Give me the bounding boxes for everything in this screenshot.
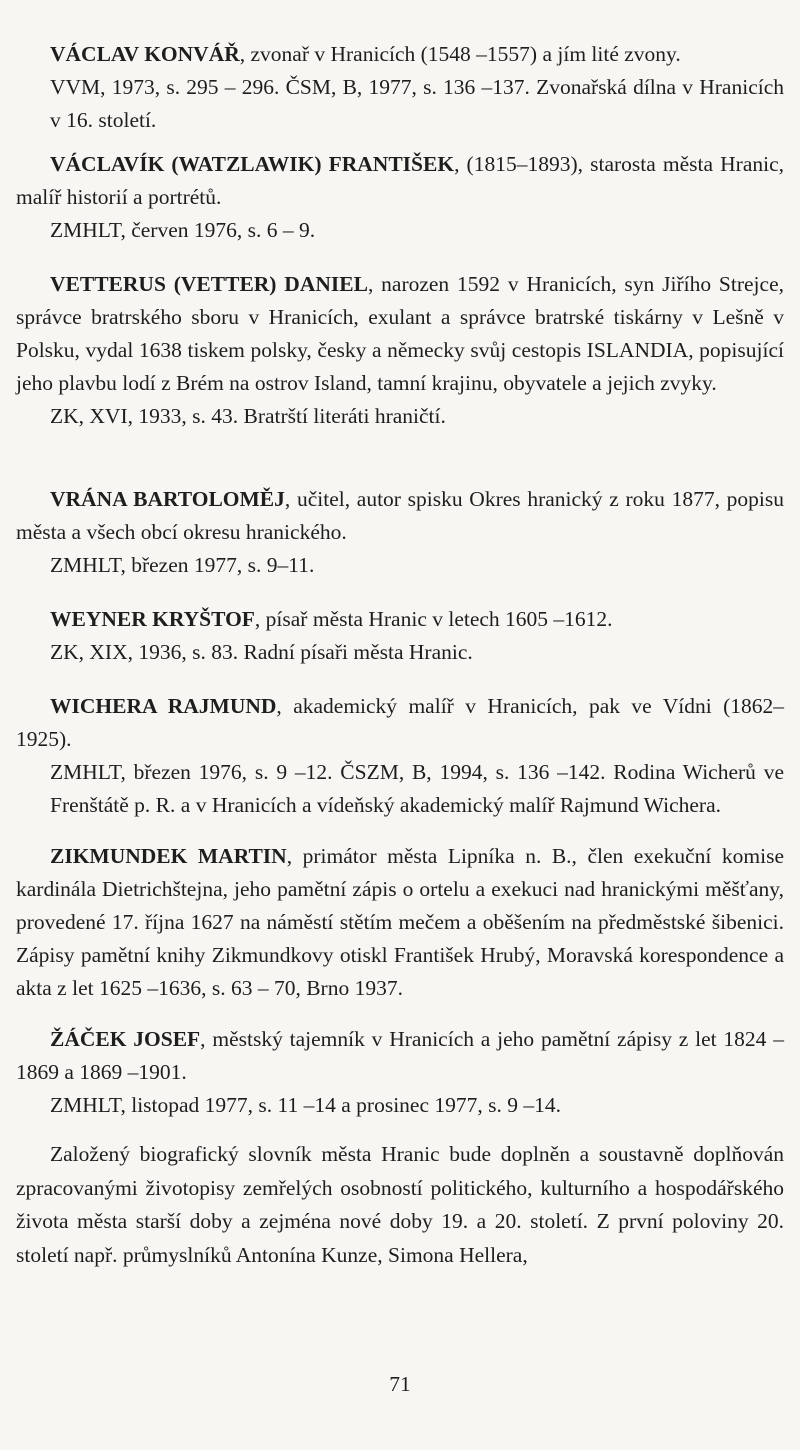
closing-paragraph: [16, 1138, 784, 1272]
entry-reference: ZMHLT, březen 1977, s. 9–11.: [50, 553, 315, 577]
entry-description: , zvonař v Hranicích (1548 –1557) a jím lité zvony.: [239, 42, 681, 66]
entry-name: WEYNER KRYŠTOF: [50, 607, 255, 631]
entry-zacek-josef: [16, 1023, 784, 1122]
entry-wichera-rajmund: [16, 690, 784, 822]
entry-name: WICHERA RAJMUND: [50, 694, 277, 718]
entry-name: VÁCLAVÍK (WATZLAWIK) FRANTIŠEK: [50, 152, 455, 176]
entry-zikmundek-martin: [16, 840, 784, 1005]
entry-vaclavik-frantisek: [16, 148, 784, 247]
entry-description: , akademický malíř v Hranicích, pak ve Vídni (1862–1925).: [16, 694, 784, 751]
entry-name: VETTERUS (VETTER) DANIEL: [50, 272, 368, 296]
closing-text: Založený biografický slovník města Hranic bude doplněn a soustavně doplňován zpracovanými životopisy zemřelých osobností politického, kulturního a hospodářského života města starší doby a zejména nové doby 19. a 20. století. Z první poloviny 20. století např. průmyslníků Antonína Kunze, Simona Hellera,: [16, 1142, 784, 1267]
entry-name: VÁCLAV KONVÁŘ: [50, 42, 240, 66]
entry-description: , primátor města Lipníka n. B., člen exekuční komise kardinála Dietrichštejna, jeho pamětní zápis o ortelu a exekuci nad hranickými měšťany, provedené 17. října 1627 na náměstí stětím mečem a oběšením na předměstské šibenici. Zápisy pamětní knihy Zikmundkovy otiskl František Hrubý, Moravská korespondence a akta z let 1625 –1636, s. 63 – 70, Brno 1937.: [16, 844, 784, 1000]
entry-description: , městský tajemník v Hranicích a jeho pamětní zápisy z let 1824 –1869 a 1869 –1901.: [16, 1027, 784, 1084]
entry-reference: ZK, XIX, 1936, s. 83. Radní písaři města Hranic.: [50, 640, 473, 664]
entry-vaclav-konvar: [16, 38, 784, 137]
entry-name: ZIKMUNDEK MARTIN: [50, 844, 287, 868]
entry-name: VRÁNA BARTOLOMĚJ: [50, 487, 285, 511]
entry-reference: ZMHLT, březen 1976, s. 9 –12. ČSZM, B, 1994, s. 136 –142. Rodina Wicherů ve Frenštátě p. R. a v Hranicích a vídeňský akademický malíř Rajmund Wichera.: [50, 760, 784, 817]
page-number: 71: [389, 1372, 411, 1396]
entry-description: , písař města Hranic v letech 1605 –1612.: [254, 607, 613, 631]
entry-vetterus-daniel: [16, 268, 784, 433]
entry-description: , učitel, autor spisku Okres hranický z roku 1877, popisu města a všech obcí okresu hranického.: [16, 487, 784, 544]
entry-name: ŽÁČEK JOSEF: [50, 1027, 201, 1051]
entry-weyner-krystof: [16, 603, 784, 669]
entry-reference: VVM, 1973, s. 295 – 296. ČSM, B, 1977, s. 136 –137. Zvonařská dílna v Hranicích v 16. století.: [50, 75, 784, 132]
entry-reference: ZK, XVI, 1933, s. 43. Bratrští literáti hraničtí.: [50, 404, 446, 428]
entry-reference: ZMHLT, listopad 1977, s. 11 –14 a prosinec 1977, s. 9 –14.: [50, 1093, 561, 1117]
entry-description: , (1815–1893), starosta města Hranic, malíř historií a portrétů.: [16, 152, 785, 209]
entry-reference: ZMHLT, červen 1976, s. 6 – 9.: [50, 218, 316, 242]
entry-vrana-bartolomej: [16, 483, 784, 582]
entry-description: , narozen 1592 v Hranicích, syn Jiřího Strejce, správce bratrského sboru v Hranicích, exulant a správce bratrské tiskárny v Lešně v Polsku, vydal 1638 tiskem polsky, česky a německy svůj cestopis ISLANDIA, popisující jeho plavbu lodí z Brém na ostrov Island, tamní krajinu, obyvatele a jejich zvyky.: [16, 272, 784, 395]
